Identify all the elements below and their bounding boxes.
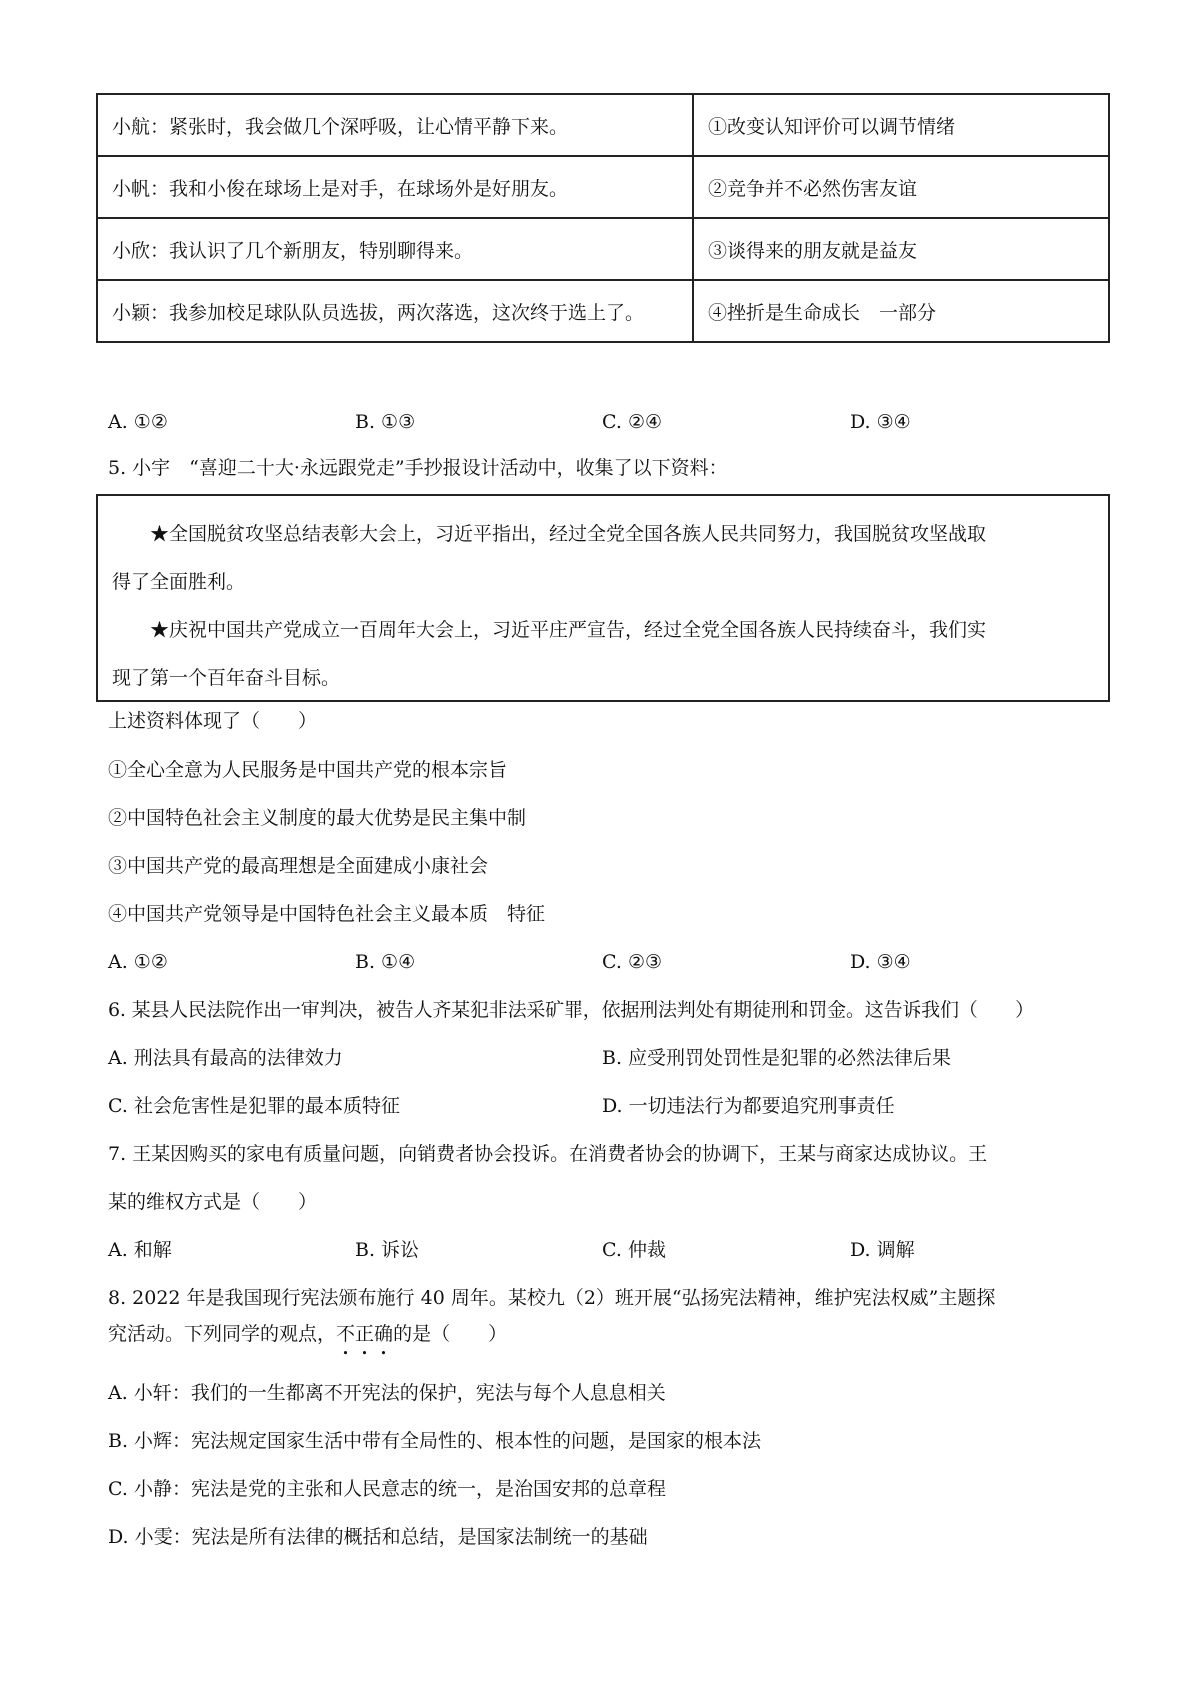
table-cell-student: 小颖：我参加校足球队队员选拔，两次落选，这次终于选上了。 [97,280,693,342]
q5-option-c[interactable]: C. ②③ [602,951,663,973]
table-cell-viewpoint: ④挫折是生命成长 一部分 [693,280,1109,342]
q8-option-d[interactable]: D. 小雯：宪法是所有法律的概括和总结，是国家法制统一的基础 [108,1526,648,1548]
emphasis-char: 确 [374,1323,394,1345]
table-row [97,280,1109,342]
q8-option-c[interactable]: C. 小静：宪法是党的主张和人民意志的统一，是治国安邦的总章程 [108,1478,666,1500]
q5-material-1-line2: 得了全面胜利。 [112,571,246,593]
table-row [97,94,1109,156]
q8-stem-post: 的是（ ） [393,1323,508,1345]
matching-table [96,93,1110,343]
table-cell-student: 小欣：我认识了几个新朋友，特别聊得来。 [97,218,693,280]
q6-option-d[interactable]: D. 一切违法行为都要追究刑事责任 [602,1095,895,1117]
emphasis-char: 不 [336,1323,356,1345]
q8-stem-line2 [108,1321,507,1347]
emphasis-char: 正 [355,1323,375,1345]
table-cell-student: 小帆：我和小俊在球场上是对手，在球场外是好朋友。 [97,156,693,218]
table-cell-viewpoint: ③谈得来的朋友就是益友 [693,218,1109,280]
q5-item-1: ①全心全意为人民服务是中国共产党的根本宗旨 [108,759,508,781]
q7-stem-line1: 7. 王某因购买的家电有质量问题，向销费者协会投诉。在消费者协会的协调下，王某与商家达成协议。王 [108,1143,988,1165]
q5-material-1-line1: ★全国脱贫攻坚总结表彰大会上，习近平指出，经过全党全国各族人民共同努力，我国脱贫攻坚战取 [150,523,987,545]
table-cell-viewpoint: ①改变认知评价可以调节情绪 [693,94,1109,156]
q4-option-c[interactable]: C. ②④ [602,411,663,433]
q8-stem-line1: 8. 2022 年是我国现行宪法颁布施行 40 周年。某校九（2）班开展“弘扬宪法精神，维护宪法权威”主题探 [108,1287,996,1309]
q5-option-d[interactable]: D. ③④ [850,951,911,973]
table-cell-student: 小航：紧张时，我会做几个深呼吸，让心情平静下来。 [97,94,693,156]
q5-question: 上述资料体现了（ ） [108,710,318,732]
q5-option-a[interactable]: A. ①② [108,951,168,973]
q8-option-a[interactable]: A. 小轩：我们的一生都离不开宪法的保护，宪法与每个人息息相关 [108,1382,666,1404]
q6-stem: 6. 某县人民法院作出一审判决，被告人齐某犯非法采矿罪，依据刑法判处有期徒刑和罚金。这告诉我们（ ） [108,999,1034,1021]
q8-option-b[interactable]: B. 小辉：宪法规定国家生活中带有全局性的、根本性的问题，是国家的根本法 [108,1430,762,1452]
q6-option-c[interactable]: C. 社会危害性是犯罪的最本质特征 [108,1095,400,1117]
q7-stem-line2: 某的维权方式是（ ） [108,1191,318,1213]
q8-stem-pre: 究活动。下列同学的观点， [108,1323,337,1345]
q6-option-b[interactable]: B. 应受刑罚处罚性是犯罪的必然法律后果 [602,1047,952,1069]
q5-option-b[interactable]: B. ①④ [355,951,416,973]
q5-material-2-line2: 现了第一个百年奋斗目标。 [112,667,341,689]
q5-item-2: ②中国特色社会主义制度的最大优势是民主集中制 [108,807,527,829]
table-row [97,156,1109,218]
q5-stem: 5. 小宇 “喜迎二十大·永远跟党走”手抄报设计活动中，收集了以下资料： [108,457,728,479]
q4-option-d[interactable]: D. ③④ [850,411,911,433]
q7-option-a[interactable]: A. 和解 [108,1239,172,1261]
q5-material-2-line1: ★庆祝中国共产党成立一百周年大会上，习近平庄严宣告，经过全党全国各族人民持续奋斗，我们实 [150,619,987,641]
q4-option-a[interactable]: A. ①② [108,411,168,433]
q4-option-b[interactable]: B. ①③ [355,411,416,433]
q7-option-d[interactable]: D. 调解 [850,1239,915,1261]
q6-option-a[interactable]: A. 刑法具有最高的法律效力 [108,1047,343,1069]
q7-option-b[interactable]: B. 诉讼 [355,1239,420,1261]
q5-material-box [96,494,1110,702]
q5-item-3: ③中国共产党的最高理想是全面建成小康社会 [108,855,489,877]
table-row [97,218,1109,280]
q5-item-4: ④中国共产党领导是中国特色社会主义最本质 特征 [108,903,546,925]
q7-option-c[interactable]: C. 仲裁 [602,1239,666,1261]
table-cell-viewpoint: ②竞争并不必然伤害友谊 [693,156,1109,218]
